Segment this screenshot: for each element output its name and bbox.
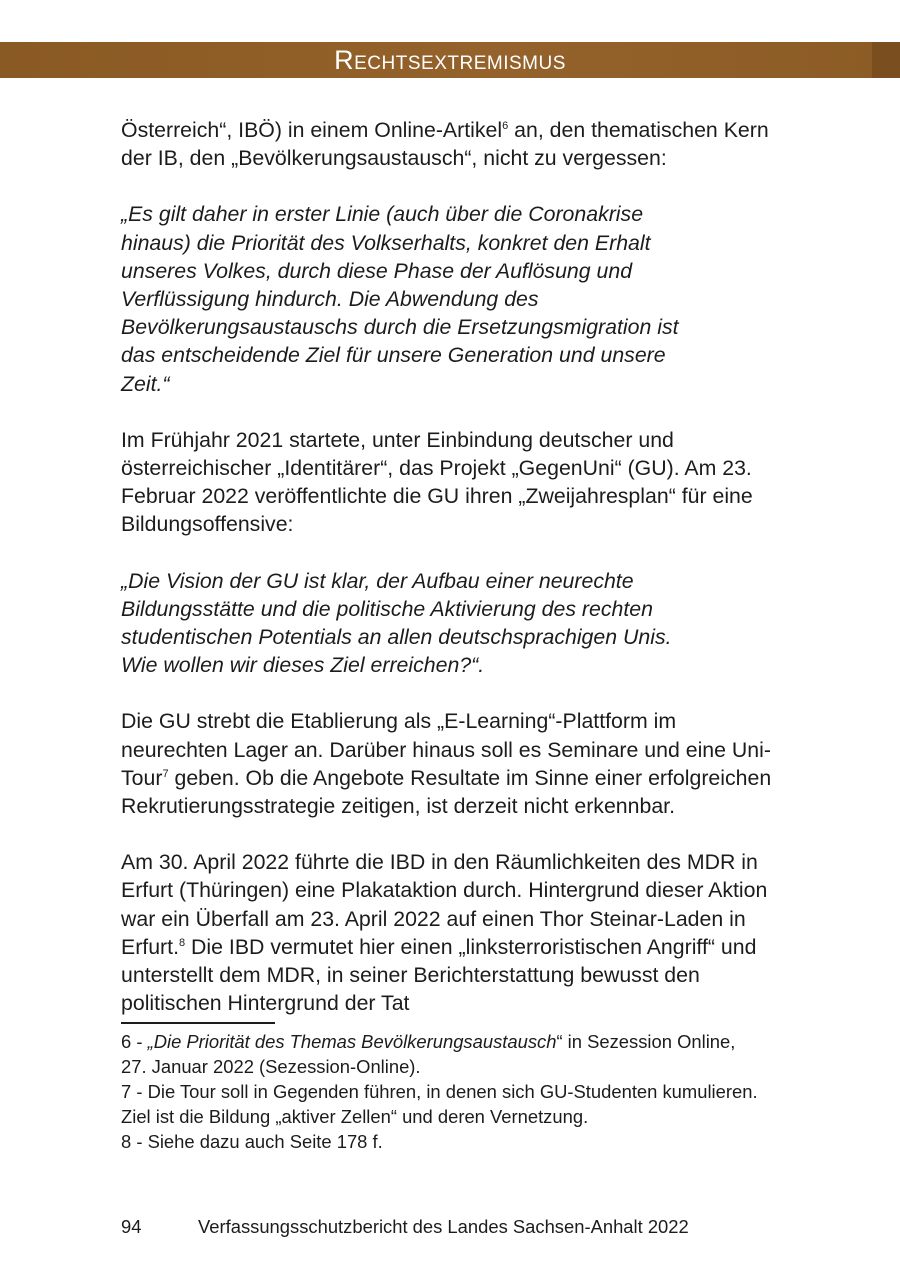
footnote-8: 8 - Siehe dazu auch Seite 178 f. (121, 1131, 383, 1152)
block-quote-vision: „Die Vision der GU ist klar, der Aufbau einer neurechte Bildungsstätte und die politische Aktivierung des rechten studentischen Potentials an allen deutschsprachigen Unis. Wie wollen wir dieses Ziel erreichen?“. (121, 568, 672, 678)
footnote-separator (121, 1022, 275, 1024)
block-quote-volkserhalt: „Es gilt daher in erster Linie (auch über die Coronakrise hinaus) die Priorität des Volkserhalts, konkret den Erhalt unseres Volkes, durch diese Phase der Auflösung und Verflüssigung hindurch. Die Abwendung des Bevölkerungsaustauschs durch die Ersetzungsmigration ist das entscheidende Ziel für unsere Generation und unsere Zeit.“ (121, 202, 679, 396)
footnote-6: 6 - „Die Priorität des Themas Bevölkerungsaustausch“ in Sezession Online, 27. Januar 2022 (Sezession-Online). (121, 1031, 736, 1077)
paragraph-plakataktion: Am 30. April 2022 führte die IBD in den Räumlichkeiten des MDR in Erfurt (Thüringen) eine Plakataktion durch. Hintergrund dieser Aktion war ein Überfall am 23. April 2022 auf einen Thor Steinar-Laden in Erfurt.$^8$ Die IBD vermutet hier einen „linksterroristischen Angriff“ und unterstellt dem MDR, in seiner Berichterstattung bewusst den politischen Hintergrund der Tat (121, 850, 768, 1016)
page-footer (121, 1214, 689, 1239)
chapter-header-band (0, 42, 900, 78)
chapter-title: Rechtsextremismus (334, 45, 566, 75)
footnotes (121, 1029, 761, 1154)
footnote-ref-7[interactable]: 7 (162, 767, 169, 780)
paragraph-gegenuni: Im Frühjahr 2021 startete, unter Einbindung deutscher und österreichischer „Identitärer“, das Projekt „GegenUni“ (GU). Am 23. Februar 2022 veröffentlichte die GU ihren „Zweijahresplan“ für eine Bildungsoffensive: (121, 427, 753, 537)
footnote-7: 7 - Die Tour soll in Gegenden führen, in denen sich GU-Studenten kumulieren. Ziel ist die Bildung „aktiver Zellen“ und deren Vernetzung. (121, 1081, 758, 1127)
footnote-ref-6[interactable]: 6 (502, 119, 509, 132)
footnote-ref-8[interactable]: 8 (178, 936, 186, 949)
publication-title: Verfassungsschutzbericht des Landes Sachsen-Anhalt 2022 (198, 1216, 689, 1237)
paragraph-intro: Österreich“, IBÖ) in einem Online-Artikel$^6$ an, den thematischen Kern der IB, den „Bevölkerungsaustausch“, nicht zu vergessen: (121, 118, 769, 171)
main-text (121, 116, 779, 1017)
paragraph-e-learning: Die GU strebt die Etablierung als „E-Learning“-Plattform im neurechten Lager an. Darüber hinaus soll es Seminare und eine Uni-Tour$^7$ geben. Ob die Angebote Resultate im Sinne einer erfolgreichen Rekrutierungsstrategie zeitigen, ist derzeit nicht erkennbar. (121, 709, 772, 819)
footnote-6-title: „Die Priorität des Themas Bevölkerungsaustausch (147, 1031, 557, 1052)
page-number: 94 (121, 1216, 142, 1237)
